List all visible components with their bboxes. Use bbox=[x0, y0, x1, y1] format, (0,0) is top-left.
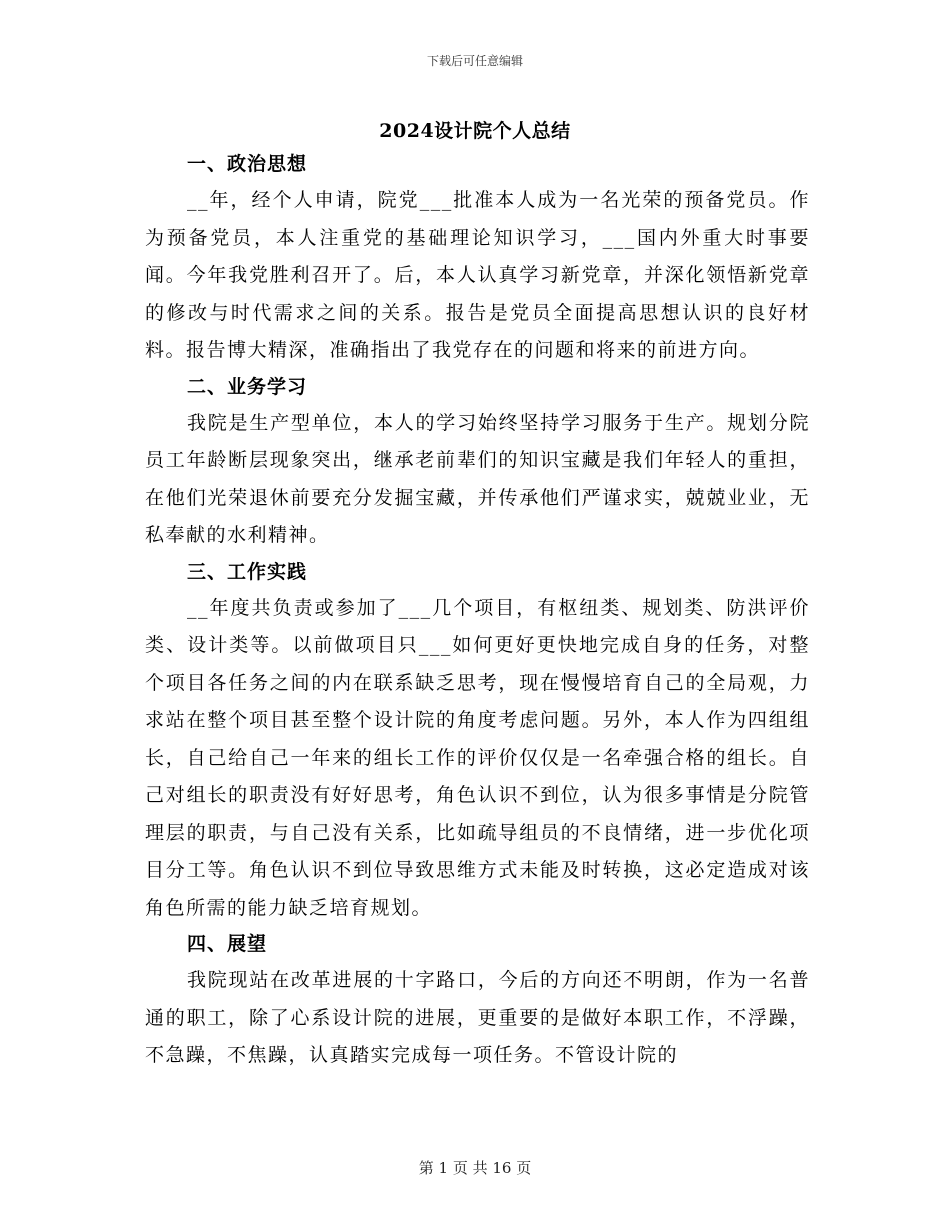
paragraph: 我院是生产型单位，本人的学习始终坚持学习服务于生产。规划分院员工年龄断层现象突出，继承老前辈们的知识宝藏是我们年轻人的重担，在他们光荣退休前要充分发掘宝藏，并传承他们严谨求实，兢兢业业，无私奉献的水利精神。 bbox=[145, 411, 810, 546]
page-number-footer: 第 1 页 共 16 页 bbox=[418, 1159, 532, 1177]
section-outlook bbox=[145, 927, 810, 1075]
paragraph: __年，经个人申请，院党___批准本人成为一名光荣的预备党员。作为预备党员，本人注重党的基础理论知识学习，___国内外重大时事要闻。今年我党胜利召开了。后，本人认真学习新党章，并深化领悟新党章的修改与时代需求之间的关系。报告是党员全面提高思想认识的良好材料。报告博大精深，准确指出了我党存在的问题和将来的前进方向。 bbox=[145, 189, 810, 361]
section-political bbox=[145, 147, 810, 370]
section-practice bbox=[145, 555, 810, 928]
paragraph: 我院现站在改革进展的十字路口，今后的方向还不明朗，作为一名普通的职工，除了心系设计院的进展，更重要的是做好本职工作，不浮躁，不急躁，不焦躁，认真踏实完成每一项任务。不管设计院的 bbox=[145, 969, 810, 1066]
section-heading: 三、工作实践 bbox=[187, 560, 308, 583]
header-note: 下载后可任意编辑 bbox=[426, 54, 523, 68]
section-heading: 四、展望 bbox=[187, 933, 268, 955]
document-title: 2024设计院个人总结 bbox=[379, 120, 571, 142]
section-study bbox=[145, 370, 810, 555]
document-body bbox=[145, 147, 810, 1075]
section-heading: 一、政治思想 bbox=[187, 153, 308, 175]
section-heading: 二、业务学习 bbox=[187, 375, 308, 398]
paragraph: __年度共负责或参加了___几个项目，有枢纽类、规划类、防洪评价类、设计类等。以前做项目只___如何更好更快地完成自身的任务，对整个项目各任务之间的内在联系缺乏思考，现在慢慢培育自己的全局观，力求站在整个项目甚至整个设计院的角度考虑问题。另外，本人作为四组组长，自己给自己一年来的组长工作的评价仅仅是一名牵强合格的组长。自己对组长的职责没有好好思考，角色认识不到位，认为很多事情是分院管理层的职责，与自己没有关系，比如疏导组员的不良情绪，进一步优化项目分工等。角色认识不到位导致思维方式未能及时转换，这必定造成对该角色所需的能力缺乏培育规划。 bbox=[145, 596, 810, 919]
